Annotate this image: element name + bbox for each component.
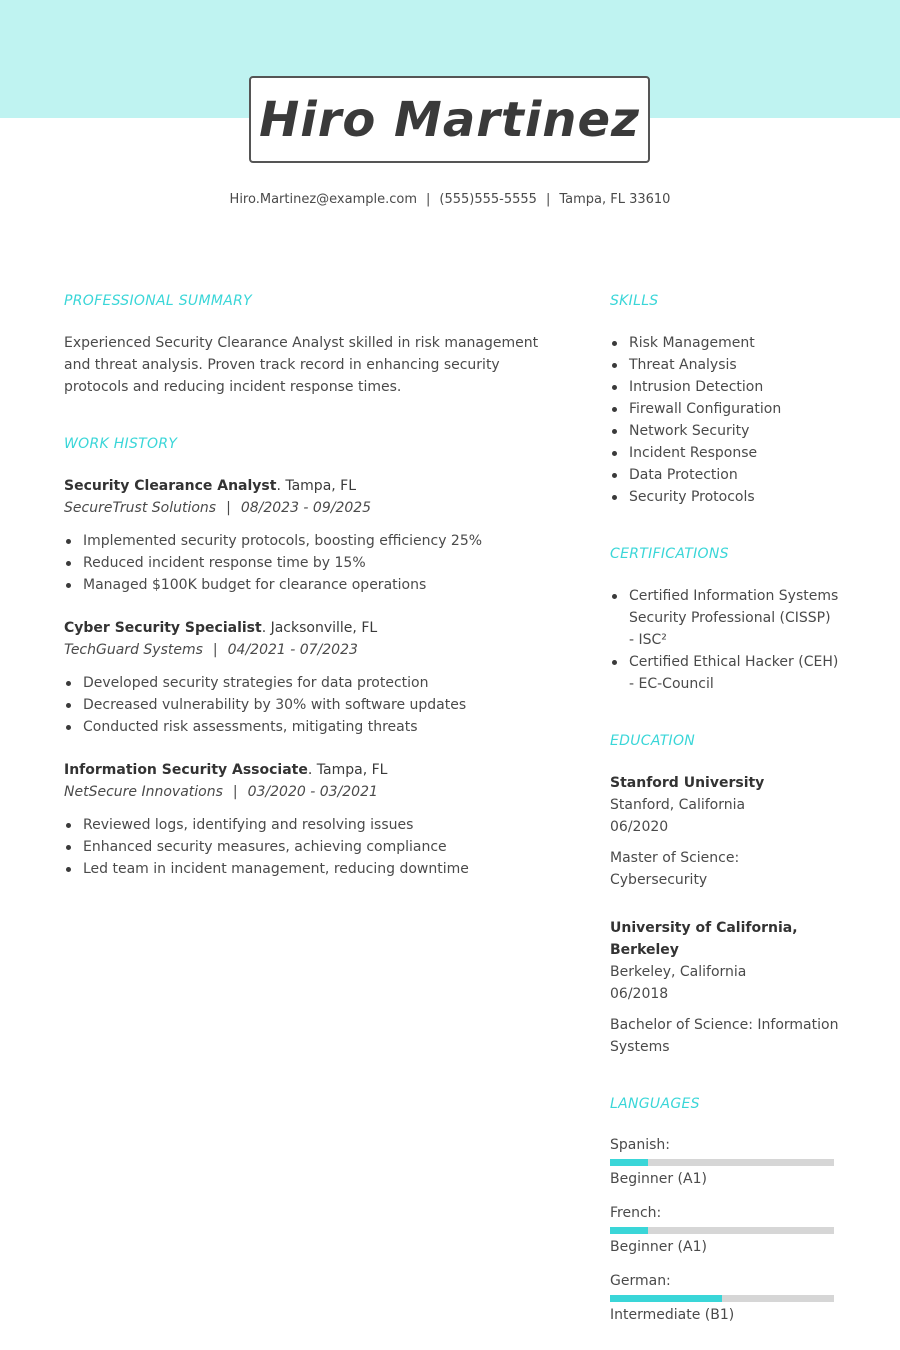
job-company: SecureTrust Solutions — [64, 500, 217, 516]
language-level: Intermediate (B1) — [610, 1307, 735, 1323]
summary-text: Experienced Security Clearance Analyst skilled in risk management and threat analysis. Proven track record in enhancing security protocols and reducing incident response times. — [64, 335, 539, 395]
certification-item: Certified Ethical Hacker (CEH) - EC-Council — [610, 651, 840, 695]
job-bullet: Conducted risk assessments, mitigating threats — [64, 716, 554, 738]
job-bullets — [64, 530, 554, 596]
language-proficiency-fill — [610, 1159, 648, 1166]
job-location: . Tampa, FL — [307, 762, 388, 778]
job-entry — [64, 759, 554, 880]
skill-item: Incident Response — [610, 442, 840, 464]
job-title: Security Clearance Analyst — [64, 478, 277, 494]
contact-line — [0, 192, 900, 207]
candidate-name: Hiro Martinez — [259, 91, 640, 148]
language-name: Spanish: — [610, 1137, 670, 1153]
education-school: University of California, Berkeley — [610, 920, 798, 958]
education-location: Berkeley, California — [610, 964, 747, 980]
contact-separator: | — [545, 192, 551, 207]
job-bullet: Enhanced security measures, achieving compliance — [64, 836, 554, 858]
summary-heading: PROFESSIONAL SUMMARY — [64, 293, 252, 309]
language-level: Beginner (A1) — [610, 1239, 707, 1255]
language-level: Beginner (A1) — [610, 1171, 707, 1187]
skill-item: Network Security — [610, 420, 840, 442]
job-separator: | — [232, 784, 238, 800]
job-separator: | — [212, 642, 218, 658]
education-location: Stanford, California — [610, 797, 746, 813]
skill-item: Threat Analysis — [610, 354, 840, 376]
job-dates: 08/2023 - 09/2025 — [240, 500, 372, 516]
education-heading: EDUCATION — [610, 733, 696, 749]
language-name: French: — [610, 1205, 662, 1221]
certifications-list — [610, 585, 840, 695]
job-title-line — [64, 475, 554, 497]
job-company: TechGuard Systems — [64, 642, 203, 658]
job-company-line — [64, 639, 554, 661]
language-entry — [610, 1202, 840, 1258]
job-bullet: Implemented security protocols, boosting efficiency 25% — [64, 530, 554, 552]
job-separator: | — [226, 500, 231, 516]
job-location: . Jacksonville, FL — [261, 620, 378, 636]
education-date: 06/2020 — [610, 819, 669, 835]
skill-item: Intrusion Detection — [610, 376, 840, 398]
language-entry — [610, 1134, 840, 1190]
language-proficiency-bar — [610, 1227, 834, 1234]
job-entry — [64, 617, 554, 738]
skill-item: Risk Management — [610, 332, 840, 354]
job-dates: 04/2021 - 07/2023 — [227, 642, 358, 658]
language-proficiency-bar — [610, 1159, 834, 1166]
job-dates: 03/2020 - 03/2021 — [247, 784, 378, 800]
job-bullets — [64, 672, 554, 738]
job-entry — [64, 475, 554, 596]
job-company-line — [64, 781, 554, 803]
language-entry — [610, 1270, 840, 1326]
job-bullet: Led team in incident management, reducing downtime — [64, 858, 554, 880]
left-column — [64, 291, 554, 880]
job-title: Cyber Security Specialist — [64, 620, 262, 636]
skill-item: Firewall Configuration — [610, 398, 840, 420]
right-column — [610, 291, 840, 1326]
contact-phone: (555)555-5555 — [439, 192, 537, 207]
language-proficiency-fill — [610, 1295, 722, 1302]
work-history-heading: WORK HISTORY — [64, 436, 178, 452]
contact-email: Hiro.Martinez@example.com — [229, 192, 417, 207]
job-location: . Tampa, FL — [276, 478, 357, 494]
job-title-line — [64, 759, 554, 781]
job-bullets — [64, 814, 554, 880]
education-date: 06/2018 — [610, 986, 669, 1002]
education-school: Stanford University — [610, 775, 765, 791]
education-entry — [610, 772, 840, 891]
job-bullet: Developed security strategies for data protection — [64, 672, 554, 694]
contact-location: Tampa, FL 33610 — [559, 192, 671, 207]
name-box — [249, 76, 650, 163]
job-title-line — [64, 617, 554, 639]
job-bullet: Reviewed logs, identifying and resolving issues — [64, 814, 554, 836]
certifications-heading: CERTIFICATIONS — [610, 546, 729, 562]
skill-item: Data Protection — [610, 464, 840, 486]
language-name: German: — [610, 1273, 671, 1289]
skills-list — [610, 332, 840, 508]
job-company-line — [64, 497, 554, 519]
job-bullet: Decreased vulnerability by 30% with software updates — [64, 694, 554, 716]
certification-item: Certified Information Systems Security Professional (CISSP) - ISC² — [610, 585, 840, 651]
skills-heading: SKILLS — [610, 293, 659, 309]
skill-item: Security Protocols — [610, 486, 840, 508]
job-title: Information Security Associate — [64, 762, 308, 778]
language-proficiency-bar — [610, 1295, 834, 1302]
language-proficiency-fill — [610, 1227, 648, 1234]
job-company: NetSecure Innovations — [64, 784, 223, 800]
education-degree: Bachelor of Science: Information Systems — [610, 1017, 839, 1055]
job-bullet: Managed $100K budget for clearance operations — [64, 574, 554, 596]
education-entry — [610, 917, 840, 1058]
education-degree: Master of Science: Cybersecurity — [610, 850, 740, 888]
contact-separator: | — [426, 192, 431, 207]
job-bullet: Reduced incident response time by 15% — [64, 552, 554, 574]
languages-heading: LANGUAGES — [610, 1096, 700, 1112]
